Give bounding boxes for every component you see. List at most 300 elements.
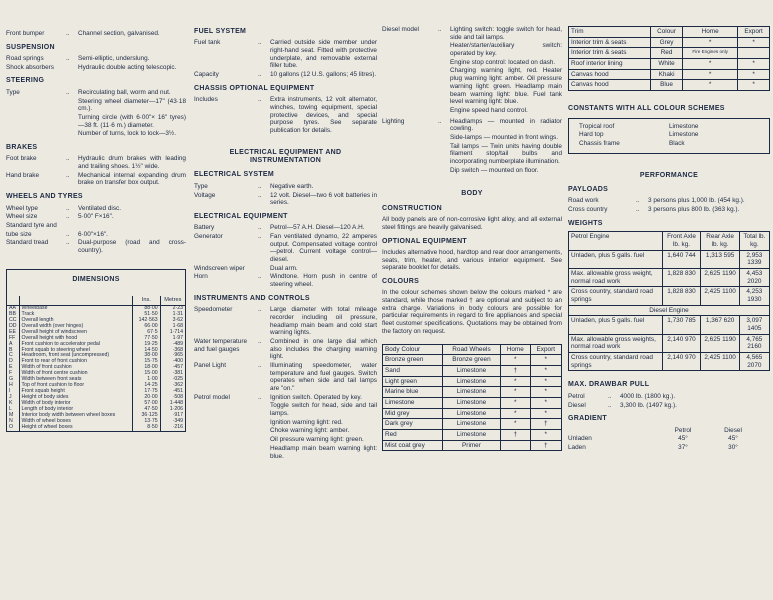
spec-value: Semi-elliptic, underslung. xyxy=(78,55,150,63)
spec-label xyxy=(6,130,66,138)
dim-label: Overall width (over hinges) xyxy=(19,324,133,330)
spec-label: Panel Light xyxy=(194,361,226,369)
spec-label: Petrol model xyxy=(194,393,230,401)
spec-value: 3 persons plus 800 lb. (363 kg.). xyxy=(648,206,740,214)
trim-cell: * xyxy=(738,37,770,48)
gradient-heading: GRADIENT xyxy=(568,415,607,423)
drawbar-heading: MAX. DRAWBAR PULL xyxy=(568,381,650,389)
spec-label: Diesel xyxy=(568,401,586,409)
spec-value: Choke warning light: amber. xyxy=(270,427,350,435)
colour-cell: Marine blue xyxy=(383,387,443,398)
colour-cell: * xyxy=(501,376,531,387)
spec-row xyxy=(382,42,562,57)
spec-row xyxy=(194,233,377,264)
dim-code: D xyxy=(9,358,13,365)
spec-dots xyxy=(258,402,270,417)
electrical-system-list xyxy=(194,183,377,207)
trim-row xyxy=(569,59,770,70)
spec-value: 4000 lb. (1800 kg.). xyxy=(620,392,676,400)
weights-total: 4,253 1930 xyxy=(739,287,769,305)
spec-dots: .. xyxy=(258,224,262,232)
spec-label: Shock absorbers xyxy=(6,63,54,71)
spec-dots: .. xyxy=(258,39,262,47)
spec-row xyxy=(6,130,186,138)
dim-code: F xyxy=(9,370,13,377)
dimensions-table xyxy=(7,296,185,431)
spec-value: Fan ventilated dynamo, 22 amperes output. Compensated voltage control—petrol. Current voltage control—diesel. xyxy=(270,232,377,264)
colour-row xyxy=(383,408,562,419)
dim-metres: ·362 xyxy=(160,383,185,389)
trim-cell: * xyxy=(738,59,770,70)
spec-value: 3 persons plus 1,000 lb. (454 kg.). xyxy=(648,197,745,205)
dim-code: E xyxy=(9,364,13,371)
optional-text: Includes alternative hood, hardtop and rear door arrangements, seats, trim, heater, and various interior equipment. See separate booklet for details. xyxy=(382,248,562,272)
dim-metres: 1·97 xyxy=(160,336,185,342)
spec-value: Large diameter with total mileage recorder including oil pressure, headlamp main beam and cold start warning lights. xyxy=(270,306,377,337)
brakes-list xyxy=(6,155,186,187)
body-title: BODY xyxy=(461,190,483,198)
spec-label xyxy=(382,67,438,105)
drawbar-list xyxy=(568,393,770,409)
colour-header: Road Wheels xyxy=(442,344,500,355)
dim-metres: ·917 xyxy=(160,413,185,419)
colour-cell: * xyxy=(530,387,561,398)
spec-value: Engine speed hand control. xyxy=(450,106,528,114)
dim-label: Wheelbase xyxy=(19,305,133,311)
dim-label: Length of body interior xyxy=(19,407,133,413)
spec-value xyxy=(78,222,186,230)
colour-cell: Limestone xyxy=(442,419,500,430)
spec-dots: .. xyxy=(438,117,442,125)
spec-row xyxy=(194,265,377,273)
weights-label: Max. allowable gross weight, normal road work xyxy=(569,268,663,286)
spec-value: Mechanical internal expanding drum brake on transfer box output. xyxy=(78,171,186,187)
spec-row xyxy=(568,402,770,410)
dim-ins: 57·00 xyxy=(133,401,161,407)
spec-value: Steering wheel diameter—17" (43·18 cm.). xyxy=(78,97,186,113)
colour-row xyxy=(383,355,562,366)
dim-code: FF xyxy=(9,334,16,341)
dim-code: N xyxy=(9,418,13,425)
spec-row xyxy=(6,89,186,97)
constants-heading: CONSTANTS WITH ALL COLOUR SCHEMES xyxy=(568,105,725,113)
dim-metres: ·349 xyxy=(160,419,185,425)
spec-row xyxy=(382,67,562,105)
colour-cell: † xyxy=(501,365,531,376)
dim-metres: 2·23 xyxy=(160,305,185,311)
dim-ins: 15·00 xyxy=(133,371,161,377)
dim-code: G xyxy=(9,376,14,383)
dim-code: A xyxy=(9,340,13,347)
spec-value: Number of turns, lock to lock—3½. xyxy=(78,130,177,138)
colour-row xyxy=(383,397,562,408)
trim-row xyxy=(569,69,770,80)
dim-code: M xyxy=(9,412,14,419)
gradient-diesel: 45° xyxy=(728,435,738,443)
spec-row xyxy=(6,114,186,129)
weights-header: Front Axle lb. kg. xyxy=(662,232,701,250)
spec-label xyxy=(382,59,438,67)
spec-dots xyxy=(438,143,450,166)
weights-label: Unladen, plus 5 galls. fuel xyxy=(569,250,663,268)
spec-value: Negative earth. xyxy=(270,182,314,190)
spec-label: Wheel size xyxy=(6,213,38,221)
spec-value: Headlamp main beam warning light: blue. xyxy=(270,444,377,460)
spec-value: Tail lamps — Twin units having double filament stop/tail bulbs and incorporating numberplate illumination. xyxy=(450,142,562,165)
dim-code: EE xyxy=(9,328,16,335)
spec-value: Turning circle (with 6·00"× 16" tyres)—38 ft. (11·6 m.) diameter. xyxy=(78,113,186,129)
trim-cell: Fire Engines only xyxy=(683,48,738,59)
dim-label: Width of front cushion xyxy=(19,365,133,371)
weights-front: 1,640 744 xyxy=(662,250,701,268)
spec-label xyxy=(194,436,258,444)
colour-cell: Limestone xyxy=(442,365,500,376)
spec-row xyxy=(6,64,186,72)
weights-row xyxy=(569,353,770,371)
spec-value: 5·00" F×16". xyxy=(78,213,114,221)
spec-label xyxy=(194,427,258,435)
weights-front: 2,140 970 xyxy=(662,334,701,352)
dim-code: I xyxy=(9,388,11,395)
wheels-heading: WHEELS AND TYRES xyxy=(6,193,83,201)
colour-cell: † xyxy=(530,419,561,430)
spec-label xyxy=(382,134,438,142)
weights-row xyxy=(569,250,770,268)
spec-label: Water temperature and fuel gauges xyxy=(194,337,248,353)
spec-row xyxy=(6,55,186,63)
dim-label: Track xyxy=(19,312,133,318)
dim-ins: 18·00 xyxy=(133,365,161,371)
spec-label xyxy=(382,107,438,115)
spec-dots: .. xyxy=(258,232,262,240)
dim-ins: 142·563 xyxy=(133,318,161,324)
colour-cell: * xyxy=(501,387,531,398)
spec-row xyxy=(382,143,562,166)
brakes-heading: BRAKES xyxy=(6,143,38,151)
spec-value: Channel section, galvanised. xyxy=(78,30,160,37)
chassis-heading: CHASSIS OPTIONAL EQUIPMENT xyxy=(194,84,315,92)
dim-code: B xyxy=(9,346,13,353)
dim-ins: 77·50 xyxy=(133,336,161,342)
spec-label xyxy=(382,143,438,166)
spec-label: Hand brake xyxy=(6,171,40,179)
trim-cell: Canvas hood xyxy=(569,80,651,91)
colour-cell: * xyxy=(501,419,531,430)
dim-code: AA xyxy=(9,304,16,311)
colour-header: Home xyxy=(501,344,531,355)
trim-cell: Canvas hood xyxy=(569,69,651,80)
spec-row xyxy=(194,419,377,427)
weights-front: 1,828 830 xyxy=(662,287,701,305)
constant-colour: Limestone xyxy=(669,122,699,130)
spec-row xyxy=(194,96,377,134)
trim-cell: * xyxy=(683,59,738,70)
gradient-col-diesel: Diesel xyxy=(724,426,742,434)
colour-cell: † xyxy=(501,430,531,441)
colour-cell: Limestone xyxy=(442,430,500,441)
weights-label: Cross country, standard road springs xyxy=(569,353,663,371)
steering-heading: STEERING xyxy=(6,77,45,85)
dim-metres: 1·714 xyxy=(160,330,185,336)
spec-value: Windtone. Horn push in centre of steering wheel. xyxy=(270,273,377,289)
dim-ins: 13·75 xyxy=(133,419,161,425)
column-2 xyxy=(194,0,377,461)
spec-label: Standard tyre and xyxy=(6,221,57,229)
spec-dots xyxy=(438,67,450,105)
column-4 xyxy=(568,0,770,453)
spec-label: Diesel model xyxy=(382,26,419,33)
spec-value: 10 gallons (12 U.S. gallons; 45 litres). xyxy=(270,71,377,79)
wheels-list xyxy=(6,205,186,255)
colour-cell: Mid grey xyxy=(383,408,443,419)
spec-dots: .. xyxy=(608,401,612,409)
dim-ins: 66·00 xyxy=(133,324,161,330)
colour-cell xyxy=(501,440,531,451)
dim-code: L xyxy=(9,406,12,413)
spec-row xyxy=(194,306,377,337)
colour-header: Export xyxy=(530,344,561,355)
colour-cell: * xyxy=(530,430,561,441)
dim-ins: 67·5 xyxy=(133,330,161,336)
spec-dots xyxy=(66,98,78,113)
dim-ins: 14·50 xyxy=(133,348,161,354)
spec-row xyxy=(194,192,377,207)
gradient-diesel: 30° xyxy=(728,443,738,451)
trim-cell: * xyxy=(683,69,738,80)
spec-dots: .. xyxy=(258,361,262,369)
spec-label xyxy=(194,445,258,460)
spec-row xyxy=(194,394,377,402)
spec-value: 12 volt. Diesel—two 6 volt batteries in series. xyxy=(270,191,377,207)
gradient-header-row xyxy=(568,427,770,435)
spec-row xyxy=(194,338,377,361)
dim-label: Overall height of windscreen xyxy=(19,330,133,336)
dim-ins: 15·75 xyxy=(133,359,161,365)
colour-cell: Limestone xyxy=(383,397,443,408)
weights-rear: 1,313 595 xyxy=(701,250,739,268)
colour-row xyxy=(383,376,562,387)
dim-metres: ·025 xyxy=(160,377,185,383)
dim-code: CC xyxy=(9,316,17,323)
spec-row xyxy=(6,172,186,187)
trim-header: Trim xyxy=(569,27,651,38)
fuel-heading: FUEL SYSTEM xyxy=(194,28,247,35)
trim-table xyxy=(568,26,770,91)
dimensions-box xyxy=(6,269,186,432)
dim-label: Height of wheel boxes xyxy=(19,425,133,431)
construction-heading: CONSTRUCTION xyxy=(382,204,442,212)
spec-dots: .. xyxy=(258,306,262,314)
colour-cell: * xyxy=(530,408,561,419)
spec-row xyxy=(6,231,186,239)
instruments-heading: INSTRUMENTS AND CONTROLS xyxy=(194,294,310,302)
dim-ins: 8·50 xyxy=(133,425,161,431)
spec-value: Dual-purpose (road and cross-country). xyxy=(78,239,186,254)
spec-row xyxy=(194,71,377,79)
colours-text: In the colour schemes shown below the colours marked * are standard, while those marked † are optional and subject to an extra charge. Variations in body colours are possible for particular requirements in regard to fire appliances and special fleet customer specifications. Quotations may be obtained from the factory on request. xyxy=(382,289,562,335)
dim-label: Front to rear of front cushion xyxy=(19,359,133,365)
weights-row xyxy=(569,268,770,286)
spec-value: Engine stop control: located on dash. xyxy=(450,58,556,66)
spec-row xyxy=(194,273,377,288)
dim-metres: ·216 xyxy=(160,425,185,431)
spec-label: tube size xyxy=(6,230,32,238)
trim-cell: Blue xyxy=(650,80,682,91)
spec-label xyxy=(382,167,438,175)
spec-dots xyxy=(258,436,270,444)
spec-label: Foot brake xyxy=(6,155,37,163)
weights-total: 2,953 1339 xyxy=(739,250,769,268)
constant-item: Chassis frame xyxy=(579,139,620,147)
spec-value: Oil pressure warning light: green. xyxy=(270,436,364,444)
dim-metres: ·965 xyxy=(160,353,185,359)
spec-label: Standard tread xyxy=(6,239,49,247)
spec-value: Charging warning light, red. Heater plug warning light: amber. Oil pressure warning light: green. Headlamp main beam warning light: blue. Fuel tank level warning light: blue. xyxy=(450,67,562,106)
colour-row xyxy=(383,430,562,441)
dim-metres: 1·448 xyxy=(160,401,185,407)
dim-metres: ·368 xyxy=(160,348,185,354)
dim-code: K xyxy=(9,400,13,407)
spec-dots xyxy=(66,114,78,129)
spec-dots: .. xyxy=(608,392,612,400)
spec-label: Road springs xyxy=(6,55,44,63)
chassis-list xyxy=(194,96,377,134)
trim-header: Colour xyxy=(650,27,682,38)
spec-value: Lighting switch: toggle switch for head, side and tail lamps. xyxy=(450,26,562,41)
construction-text: All body panels are of non-corrosive light alloy, and all external steel fittings are heavily galvanised. xyxy=(382,216,562,231)
spec-dots: .. xyxy=(66,55,70,63)
trim-cell: Roof interior lining xyxy=(569,59,651,70)
spec-row xyxy=(6,98,186,113)
spec-value: Dual arm. xyxy=(270,264,298,272)
weights-total: 4,565 2070 xyxy=(739,353,769,371)
gradient-label: Unladen xyxy=(568,435,592,443)
spec-row xyxy=(6,213,186,221)
spec-label: Cross country xyxy=(568,206,608,214)
weights-label: Unladen, plus 5 galls. fuel xyxy=(569,316,663,334)
spec-dots xyxy=(438,59,450,67)
spec-dots xyxy=(258,419,270,427)
dim-ins: 20·00 xyxy=(133,395,161,401)
colour-cell: * xyxy=(501,355,531,366)
weights-rear: 2,425 1100 xyxy=(701,287,739,305)
spec-row xyxy=(568,206,770,214)
spec-label: Front bumper xyxy=(6,30,45,37)
spec-dots: .. xyxy=(258,337,262,345)
payloads-list xyxy=(568,197,770,213)
spec-dots: .. xyxy=(66,155,70,163)
steering-list xyxy=(6,89,186,138)
spec-row xyxy=(194,402,377,417)
diesel-model-list xyxy=(382,26,562,115)
weights-rear: 2,625 1190 xyxy=(701,334,739,352)
trim-header: Export xyxy=(738,27,770,38)
spec-row xyxy=(194,427,377,435)
spec-label: Horn xyxy=(194,273,208,281)
trim-cell: Interior trim & seats xyxy=(569,37,651,48)
spec-dots: .. xyxy=(258,96,262,104)
colour-cell: Light green xyxy=(383,376,443,387)
dim-ins: 14·25 xyxy=(133,383,161,389)
weights-front: 1,730 785 xyxy=(662,316,701,334)
weights-label: Max. allowable gross weights, normal road work xyxy=(569,334,663,352)
spec-value: Combined in one large dial which also includes the charging warning light. xyxy=(270,337,377,361)
dim-code: J xyxy=(9,394,12,401)
spec-row xyxy=(382,134,562,142)
spec-value: Hydraulic drum brakes with leading and trailing shoes. 1½" wide. xyxy=(78,155,186,171)
dim-label: Front cushion to accelerator pedal xyxy=(19,342,133,348)
spec-dots: .. xyxy=(66,239,70,247)
gradient-col-petrol: Petrol xyxy=(674,426,692,434)
dim-code: BB xyxy=(9,310,16,317)
dim-col-metres: Metres xyxy=(160,296,185,305)
weights-label: Cross country, standard road springs xyxy=(569,287,663,305)
spec-value: Illuminating speedometer, water temperature and fuel gauges. Switch operates when side and tail lamps are "on." xyxy=(270,361,377,393)
trim-cell xyxy=(738,48,770,59)
spec-dots: .. xyxy=(636,197,640,205)
spec-dots xyxy=(438,134,450,142)
weights-heading: WEIGHTS xyxy=(568,219,603,227)
spec-label: Wheel type xyxy=(6,204,38,212)
weights-total: 4,765 2160 xyxy=(739,334,769,352)
spec-dots: .. xyxy=(258,71,262,79)
column-3 xyxy=(382,0,562,451)
spec-value: Extra instruments, 12 volt alternator, winches, towing equipment, special protective devices, and special purpose tyres. See separate publication for details. xyxy=(270,96,377,134)
spec-value: Heater/starter/auxiliary switch: operated by key. xyxy=(450,42,562,58)
spec-row xyxy=(6,222,186,230)
colour-cell: Limestone xyxy=(442,397,500,408)
spec-dots xyxy=(66,64,78,72)
dimensions-heading: DIMENSIONS xyxy=(72,275,120,283)
spec-dots: .. xyxy=(66,88,70,96)
dim-label: Height of body sides xyxy=(19,395,133,401)
dim-code: H xyxy=(9,382,13,389)
payloads-heading: PAYLOADS xyxy=(568,185,609,193)
lighting-list xyxy=(382,118,562,175)
dim-label: Overall height with hood xyxy=(19,336,133,342)
performance-title: PERFORMANCE xyxy=(639,171,699,179)
colour-row xyxy=(383,387,562,398)
spec-value: Side-lamps — mounted in front wings. xyxy=(450,133,558,141)
spec-label xyxy=(6,114,66,129)
constants-box xyxy=(568,118,770,154)
spec-dots xyxy=(438,167,450,175)
trim-cell: Grey xyxy=(650,37,682,48)
dim-ins: 19·25 xyxy=(133,342,161,348)
spec-row xyxy=(6,205,186,213)
constant-row xyxy=(579,140,759,148)
spec-dots xyxy=(438,107,450,115)
dim-label: Width of wheel boxes xyxy=(19,419,133,425)
gradient-row xyxy=(568,435,770,443)
spec-row xyxy=(382,107,562,115)
weights-total: 4,453 2020 xyxy=(739,268,769,286)
spec-label xyxy=(194,419,258,427)
trim-row xyxy=(569,48,770,59)
spec-dots xyxy=(258,427,270,435)
gradient-rows xyxy=(568,435,770,451)
dim-ins: 47·50 xyxy=(133,407,161,413)
colour-cell: Primer xyxy=(442,440,500,451)
spec-value: Recirculating ball, worm and nut. xyxy=(78,88,171,96)
instruments-list xyxy=(194,306,377,460)
spec-label: Windscreen wiper xyxy=(194,264,245,272)
dim-metres: 1·206 xyxy=(160,407,185,413)
gradient-label: Laden xyxy=(568,443,586,451)
spec-label xyxy=(382,42,438,57)
dim-code: DD xyxy=(9,322,17,329)
dim-metres: 1·68 xyxy=(160,324,185,330)
